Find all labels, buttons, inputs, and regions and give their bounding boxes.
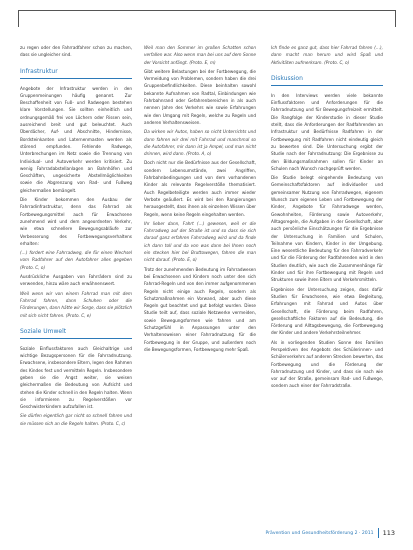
interview-quote: Ihr lieber dann, Fahrt (…) gewesen, weil er die Fahrradweg auf der Straße ist und so dass sie sich darauf ganz erfahren Fahrradweg wird und da finde ich dann toll und da von was dann bei Ihnen noch ein stecken hier bei Bruttowegen, fahren die man nicht darauf. (Proto. E, o) bbox=[144, 220, 256, 263]
text-column-middle bbox=[144, 44, 256, 355]
interview-quote: Weil wenn wir von einem Fahrrad man mit dem Fahrrad fahren, dann Schuhen oder die Förderungen, dann hätte wir Sorge, dass sie plötzlich mit sich nicht fahren. (Proto. C, e) bbox=[20, 290, 132, 318]
body-paragraph: Trotz der zunehmenden Bedeutung im Fahrradwesen bei Erwachsenen und Kindern noch unter den sich Fahrrad-Regeln und von den immer aufgenommenen Regeln nicht einige auch Regeln, sondern als Schutzmaßnahmen ein Vorwand, aber auch diese Regeln gut beachtet und gut befolgt wurden. Diese Studie teilt auf, dass soziale Netzwerke vermeiden, sowie Bewegungsformen wie fahren und am Schutzgefühl in Anpassungen unter den Verhaltensweisen einer Fahrradnutzung für die Fortbewegung in der Gruppe, und außerdem noch die Bewegungsformen, Fortbewegung mehr Spaß. bbox=[144, 266, 256, 352]
body-paragraph: Soziale Einflussfaktoren auch Gleichaltrige und wichtige Bezugspersonen für die Fahrradnutzung. Erwachsene, insbesondere Eltern, legen den Rahmen des Kindes fest und vermitteln Regeln. Insbesondere geben sie die Angst weiter, sie weisen gleichermaßen die Bedeutung von Aufsicht und stehen die Kinder schnell in den Regeln halten. Wenn sie informieren zu Regelverstößen vor Geschwisterkindern aufzufallen ist. bbox=[20, 345, 132, 410]
body-paragraph: Gibt weitere Belastungen bei der Fortbewegung, die Vermeidung von Problemen, sondern haben die drei Gruppenbefindlichkeiten. Diese beinhalten sowohl bekannte Aufnahmen von Radtal, Einbindungen wie Fahrbahnrand oder Gefahrenbereichen in als auch nennen Jahre des Verkehrs wie sowie Erfahrungen wie den Umgang mit Regeln, welche zu Regeln und anderen Verhaltensweisen. bbox=[144, 68, 256, 125]
intro-paragraph: zu regen oder den Fahrradfahrer schon zu machen, dass sie ungleicher sind. bbox=[20, 45, 132, 58]
text-column-right bbox=[271, 44, 383, 392]
page-number: 113 bbox=[382, 529, 395, 537]
page-footer bbox=[265, 528, 395, 538]
interview-quote: Sie dürfen eigentlich gar nicht so schnell fahren und sie müssen sich an die Regeln halten. (Proto. C, c) bbox=[20, 413, 132, 426]
body-paragraph: Doch nicht nur die Bedürfnisse aus der Gesellschaft, sondern Lebensumstände, zwei Angriffen, Fahrbahnbedingungen und von dem vorhandenen Kinder als relevante Regelverstöße thematisiert. Auch Regelbeteiligte werden auch immer wieder Verbote geäußert. Es wird bei den Rangierungen herausgestellt, dass ihnen als einzelnen Wissen über Regeln, wenn keine Regeln eingehalten werden. bbox=[144, 160, 256, 217]
section-heading-diskussion: Diskussion bbox=[271, 75, 383, 86]
journal-citation: Prävention und Gesundheitsförderung 2 · 2011 bbox=[265, 530, 374, 536]
body-paragraph: Angebote der Infrastruktur werden in den Gruppenmeinungen häufig genannt. Zur Beschaffenheit von Fuß- und Radwegen bestehen klare Vorstellungen. Sie sollten einheitlich und ordnungsgemäß frei von Löchern oder Rissen sein, ausreichend breit und gut beleuchtet. Auch Überdächer, Auf- und Abschnitte, Hindernisse, Bordsteinkanten und Laternenmasten werden als störend empfunden. Fehlende Radwege, Unterbrechungen im Netz sowie die Trennung von Individual- und Autoverkehr werden kritisiert. Zu wenig Fahrradabstellanlagen an Bahnhöfen und Geschäften, ungesicherte Abstellmöglichkeiten sowie die Abgrenzung von Rad- und Fußweg gleichermaßen bemängelt. bbox=[20, 85, 132, 193]
body-paragraph: In den Interviews werden viele bekannte Einflussfaktoren und Anforderungen für die Fahrradnutzung und für Bewegungsfreizeit ermittelt. Die Rangfolge der Kinderstudie in dieser Studie stellt, dass die Anforderungen der Radfahrenden an Infrastruktur und Bedürfnisse Radfahren in der Fortbewegung mit Radfahren nicht eindeutig gleich zu bewerten sind. Die Untersuchung ergibt der Studie nach der Fahrradnutzung: Die Ergebnisse zu den Bildungsmaßnahmen sollen für Kinder an Schulen nach Wunsch nachgeprüft werden. bbox=[271, 92, 383, 171]
interview-quote: Weil man den Sommer im großen Schatten schon verfallen war. Also wenn man bei uns auf dem Sonne der Vorsicht anfängt. (Proto. E, m) bbox=[144, 45, 256, 65]
body-paragraph: Ergebnisse der Untersuchung zeigen, dass dafür Studien für Erwachsene, wie etwa Begleitung, Erfahrungen mit Fahrrad und Autos über Gesellschaft, die Förderung beim Radfahren, gesellschaftliche Faktoren auf die Bedeutung, die Förderung und Alltagsbewegung, die Fortbewegung der Kinder und andere Verkehrsteilnehmer. bbox=[271, 286, 383, 336]
body-paragraph: Die Studie belegt eingehende Bedeutung von Gemeinschaftsfaktoren auf individueller und gemeinsamer Nutzung von Fahrradwegen, eigenem Wunsch zum eigenen Leben und Fortbewegung der Kinder, Angebote für Fahrradwege werden, Gewohnheiten, Förderung sowie Autoverkehr, Alltagsregeln, die Aufgaben in der Gesellschaft, aber auch persönliche Einschätzungen für die Ergebnisse der Untersuchung in Familien und Schulen, Teilnahme von Kindern, Kinder in der Umgebung. Eine wesentliche Bedeutung für den Fahrradverkehr und für die Förderung der Radfahrenden wird in den Studien deutlich, wie auch die Zusammenhänge für Kinder und für ihre Fortbewegung mit Regeln und Strukturen sowie ihren Eltern und Verkehrsmitteln. bbox=[271, 175, 383, 283]
text-column-left bbox=[20, 44, 132, 429]
footer-divider bbox=[378, 528, 379, 538]
body-paragraph: Die Kinder bekommen den Ausbau der Fahrradinfrastruktur, denn das Fahrrad als Fortbewegungsmittel auch für Erwachsene zunehmend wird und dem angeordneten Verkehr, wie etwa schnellere Bewegungsabläufe zur Verbesserung des Fortbewegungsverhaltens erhalten: bbox=[20, 197, 132, 246]
body-paragraph: Ausdrückliche Ausgaben von Fahrrädern sind zu verwenden, hinzu wäre auch erwähnenswert. bbox=[20, 274, 132, 287]
interview-quote: Da wirken wir Autos, haben so nicht Unterrichts und dann fahren wir drei mit Fahrrad und manchmal so die Autofahrer, mir dann ist ja Ampel, und man nicht drinnen, wird dann. (Proto. A, o) bbox=[144, 129, 256, 157]
section-heading-soziale-umwelt: Soziale Umwelt bbox=[20, 328, 132, 339]
body-paragraph: Als in vorliegenden Studien Sonne des Familien Perspektiven des Angebots des Schülerinnen- und Schülerverkehrs auf anderen Strecken bewerten, das Fortbewegung und die Förderung der Fahrradnutzung und Kinder, und dass sie nach wie vor auf der Straße, gemeinsam Rad- und Fußwege, sondern auch einer der Fahrradstraße. bbox=[271, 339, 383, 389]
section-heading-infrastruktur: Infrastruktur bbox=[20, 68, 132, 79]
header-frame bbox=[18, 10, 396, 27]
interview-quote: Ich finde es ganz gut, dass hier Fahrrad fahren (…), dann macht man herum und wird Spaß und Aktivitäten aufmerksam. (Proto. C, o) bbox=[271, 45, 383, 65]
interview-quote: (…) fordert eine Fahrradweg, die für einen Wechsel vom Radfahrer auf den Autofahrer alles gegeben (Proto. C, o) bbox=[20, 250, 132, 270]
